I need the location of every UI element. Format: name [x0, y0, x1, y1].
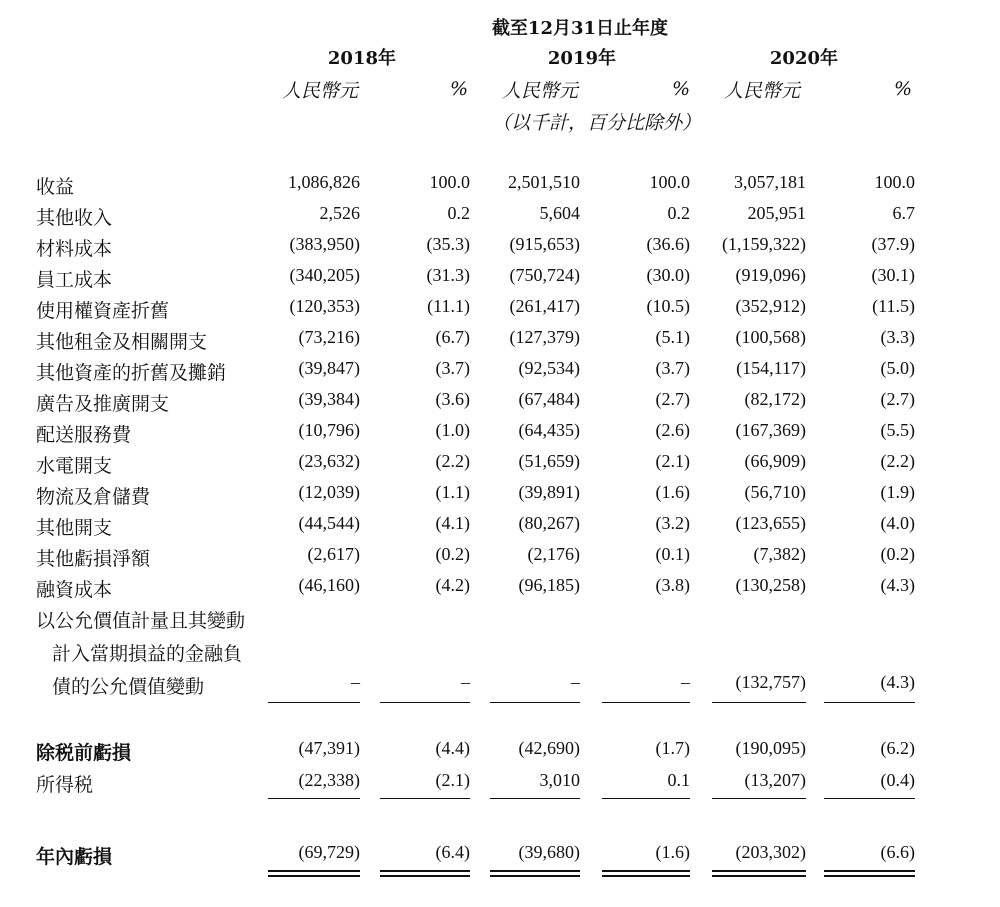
table-row-0-value-0: 1,086,826 — [288, 172, 360, 192]
table-row-12-value-5: (0.2) — [880, 544, 915, 564]
table-row-0-label: 收益 — [36, 176, 75, 198]
table-row-1-label: 其他收入 — [36, 207, 113, 229]
table-row-4-value-2: (261,417) — [509, 296, 580, 316]
loss-for-year-row-value-2: (39,680) — [518, 842, 580, 862]
table-row-8-value-3: (2.6) — [655, 420, 690, 440]
pct-2019: % — [672, 78, 691, 100]
unit-2020: 人民幣元 — [724, 80, 801, 102]
loss-before-tax-row-label: 除税前虧損 — [36, 742, 132, 764]
table-row-1-value-0: 2,526 — [319, 203, 360, 223]
table-row-7-value-3: (2.7) — [655, 389, 690, 409]
loss-for-year-row-value-4: (203,302) — [735, 842, 806, 862]
fv-row-value-0: – — [351, 672, 360, 692]
table-row-9-label: 水電開支 — [36, 455, 113, 477]
table-row-5-value-2: (127,379) — [509, 327, 580, 347]
table-row-12-value-0: (2,617) — [307, 544, 360, 564]
table-row-2-value-3: (36.6) — [646, 234, 690, 254]
pct-2020: % — [894, 78, 913, 100]
table-row-0-value-4: 3,057,181 — [734, 172, 806, 192]
income-tax-row-value-1: (2.1) — [435, 770, 470, 790]
table-row-3-value-0: (340,205) — [289, 265, 360, 285]
table-row-8-value-1: (1.0) — [435, 420, 470, 440]
table-row-5-label: 其他租金及相關開支 — [36, 331, 208, 353]
underline — [490, 798, 580, 799]
table-row-10-value-1: (1.1) — [435, 482, 470, 502]
table-row-13-value-1: (4.2) — [435, 575, 470, 595]
table-row-3-value-5: (30.1) — [871, 265, 915, 285]
table-row-10-label: 物流及倉儲費 — [36, 486, 151, 508]
table-row-12-value-2: (2,176) — [527, 544, 580, 564]
table-row-8-value-5: (5.5) — [880, 420, 915, 440]
table-row-6-value-3: (3.7) — [655, 358, 690, 378]
loss-before-tax-row-value-4: (190,095) — [735, 738, 806, 758]
table-row-9-value-5: (2.2) — [880, 451, 915, 471]
table-row-6-value-0: (39,847) — [298, 358, 360, 378]
underline — [268, 702, 360, 703]
loss-before-tax-row-value-2: (42,690) — [518, 738, 580, 758]
underline — [380, 702, 470, 703]
loss-for-year-row-label: 年內虧損 — [36, 846, 113, 868]
pct-2018: % — [450, 78, 469, 100]
underline — [490, 702, 580, 703]
table-row-4-value-4: (352,912) — [735, 296, 806, 316]
income-tax-row-value-3: 0.1 — [667, 770, 690, 790]
table-row-13-value-5: (4.3) — [880, 575, 915, 595]
table-row-0-value-3: 100.0 — [649, 172, 690, 192]
underline — [712, 798, 806, 799]
loss-for-year-row-value-1: (6.4) — [435, 842, 470, 862]
underline — [268, 798, 360, 799]
year-2020-heading: 2020年 — [769, 48, 838, 69]
loss-before-tax-row-value-3: (1.7) — [655, 738, 690, 758]
table-row-12-value-4: (7,382) — [753, 544, 806, 564]
underline — [712, 702, 806, 703]
fv-row-label-line-1: 計入當期損益的金融負 — [52, 643, 243, 665]
loss-before-tax-row-value-0: (47,391) — [298, 738, 360, 758]
table-row-9-value-4: (66,909) — [744, 451, 806, 471]
fv-row-label-line-0: 以公允價值計量且其變動 — [36, 610, 246, 632]
table-row-11-value-4: (123,655) — [735, 513, 806, 533]
loss-before-tax-row-value-1: (4.4) — [435, 738, 470, 758]
table-row-0-value-5: 100.0 — [874, 172, 915, 192]
table-row-3-value-4: (919,096) — [735, 265, 806, 285]
fv-row-value-4: (132,757) — [735, 672, 806, 692]
table-row-11-label: 其他開支 — [36, 517, 113, 539]
underline — [602, 702, 690, 703]
table-row-6-value-1: (3.7) — [435, 358, 470, 378]
table-row-0-value-2: 2,501,510 — [508, 172, 580, 192]
table-row-0-value-1: 100.0 — [429, 172, 470, 192]
table-row-3-value-3: (30.0) — [646, 265, 690, 285]
underline — [824, 702, 915, 703]
table-row-4-value-3: (10.5) — [646, 296, 690, 316]
table-row-5-value-0: (73,216) — [298, 327, 360, 347]
table-row-9-value-0: (23,632) — [298, 451, 360, 471]
table-row-13-value-4: (130,258) — [735, 575, 806, 595]
loss-for-year-row-value-3: (1.6) — [655, 842, 690, 862]
table-row-4-label: 使用權資產折舊 — [36, 300, 170, 322]
table-row-2-value-1: (35.3) — [426, 234, 470, 254]
table-row-13-label: 融資成本 — [36, 579, 113, 601]
table-row-10-value-4: (56,710) — [744, 482, 806, 502]
fv-row-value-1: – — [461, 672, 470, 692]
table-row-5-value-4: (100,568) — [735, 327, 806, 347]
unit-2018: 人民幣元 — [282, 80, 359, 102]
table-row-7-value-1: (3.6) — [435, 389, 470, 409]
income-tax-row-value-4: (13,207) — [744, 770, 806, 790]
table-row-7-label: 廣告及推廣開支 — [36, 393, 170, 415]
table-row-8-value-4: (167,369) — [735, 420, 806, 440]
fv-row-value-2: – — [571, 672, 580, 692]
table-row-1-value-3: 0.2 — [667, 203, 690, 223]
table-row-7-value-0: (39,384) — [298, 389, 360, 409]
double-underline — [824, 870, 915, 877]
income-tax-row-value-0: (22,338) — [298, 770, 360, 790]
table-row-7-value-4: (82,172) — [744, 389, 806, 409]
table-row-3-value-2: (750,724) — [509, 265, 580, 285]
table-row-2-label: 材料成本 — [36, 238, 113, 260]
underline — [380, 798, 470, 799]
table-row-1-value-2: 5,604 — [539, 203, 580, 223]
table-row-12-value-3: (0.1) — [655, 544, 690, 564]
table-row-7-value-5: (2.7) — [880, 389, 915, 409]
table-row-5-value-3: (5.1) — [655, 327, 690, 347]
table-row-11-value-3: (3.2) — [655, 513, 690, 533]
table-row-5-value-1: (6.7) — [435, 327, 470, 347]
table-row-12-value-1: (0.2) — [435, 544, 470, 564]
table-row-1-value-5: 6.7 — [892, 203, 915, 223]
underline — [602, 798, 690, 799]
table-row-11-value-1: (4.1) — [435, 513, 470, 533]
double-underline — [602, 870, 690, 877]
double-underline — [268, 870, 360, 877]
table-row-2-value-0: (383,950) — [289, 234, 360, 254]
income-tax-row-value-5: (0.4) — [880, 770, 915, 790]
table-row-1-value-1: 0.2 — [447, 203, 470, 223]
table-row-2-value-4: (1,159,322) — [722, 234, 806, 254]
loss-before-tax-row-value-5: (6.2) — [880, 738, 915, 758]
table-row-6-value-5: (5.0) — [880, 358, 915, 378]
period-heading: 截至12月31日止年度 — [491, 18, 669, 39]
year-2018-heading: 2018年 — [327, 48, 396, 69]
table-row-7-value-2: (67,484) — [518, 389, 580, 409]
table-row-9-value-2: (51,659) — [518, 451, 580, 471]
table-row-4-value-5: (11.5) — [872, 296, 915, 316]
double-underline — [490, 870, 580, 877]
table-row-10-value-2: (39,891) — [518, 482, 580, 502]
loss-for-year-row-value-0: (69,729) — [298, 842, 360, 862]
table-row-4-value-1: (11.1) — [427, 296, 470, 316]
year-2019-heading: 2019年 — [547, 48, 616, 69]
table-row-11-value-2: (80,267) — [518, 513, 580, 533]
table-row-10-value-0: (12,039) — [298, 482, 360, 502]
double-underline — [712, 870, 806, 877]
table-row-6-value-4: (154,117) — [736, 358, 806, 378]
double-underline — [380, 870, 470, 877]
fv-row-value-5: (4.3) — [880, 672, 915, 692]
table-row-3-label: 員工成本 — [36, 269, 113, 291]
table-row-9-value-3: (2.1) — [655, 451, 690, 471]
table-row-13-value-0: (46,160) — [298, 575, 360, 595]
table-row-4-value-0: (120,353) — [289, 296, 360, 316]
fv-row-label-line-2: 債的公允價值變動 — [52, 676, 205, 698]
underline — [824, 798, 915, 799]
table-row-6-label: 其他資產的折舊及攤銷 — [36, 362, 227, 384]
table-row-5-value-5: (3.3) — [880, 327, 915, 347]
income-tax-row-label: 所得税 — [36, 774, 94, 796]
table-row-11-value-5: (4.0) — [880, 513, 915, 533]
table-row-8-label: 配送服務費 — [36, 424, 132, 446]
table-row-10-value-3: (1.6) — [655, 482, 690, 502]
table-row-2-value-2: (915,653) — [509, 234, 580, 254]
unit-note: （以千計，百分比除外） — [492, 112, 702, 134]
table-row-8-value-2: (64,435) — [518, 420, 580, 440]
table-row-13-value-3: (3.8) — [655, 575, 690, 595]
table-row-1-value-4: 205,951 — [747, 203, 806, 223]
table-row-9-value-1: (2.2) — [435, 451, 470, 471]
fv-row-value-3: – — [681, 672, 690, 692]
table-row-2-value-5: (37.9) — [871, 234, 915, 254]
table-row-10-value-5: (1.9) — [880, 482, 915, 502]
table-row-11-value-0: (44,544) — [298, 513, 360, 533]
table-row-3-value-1: (31.3) — [426, 265, 470, 285]
income-tax-row-value-2: 3,010 — [539, 770, 580, 790]
table-row-12-label: 其他虧損淨額 — [36, 548, 151, 570]
table-row-8-value-0: (10,796) — [298, 420, 360, 440]
table-row-13-value-2: (96,185) — [518, 575, 580, 595]
loss-for-year-row-value-5: (6.6) — [880, 842, 915, 862]
table-row-6-value-2: (92,534) — [518, 358, 580, 378]
unit-2019: 人民幣元 — [502, 80, 579, 102]
